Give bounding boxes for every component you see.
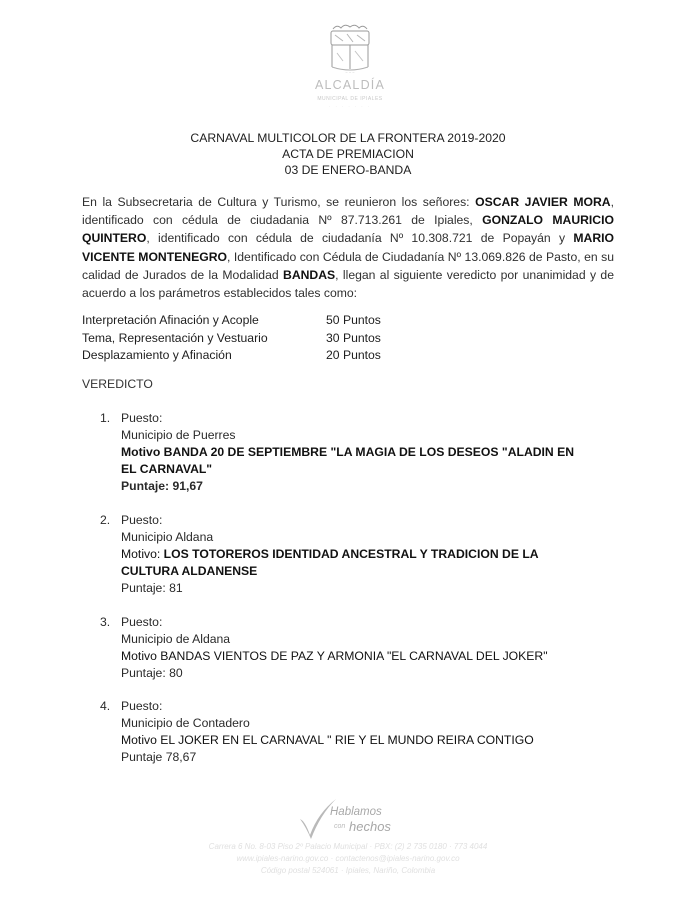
slogan-con: con: [334, 823, 346, 830]
intro-text: , Identificado con Cédula de Ciudadanía Nº 13.069.826 de Pasto, en su calidad de Jurados de la Modalidad: [82, 249, 614, 282]
title-event: CARNAVAL MULTICOLOR DE LA FRONTERA 2019-2020: [190, 131, 506, 145]
criteria-row: [82, 330, 412, 348]
intro-text: , identificado con cédula de ciudadania Nº 87.713.261 de Ipiales,: [82, 195, 614, 228]
result-puesto: Puesto:: [121, 411, 163, 425]
criteria-label: Interpretación Afinación y Acople: [82, 313, 259, 327]
criteria-list: [82, 312, 412, 365]
result-number: 3.: [100, 615, 111, 629]
result-municipio: Municipio de Aldana: [121, 632, 231, 646]
title-act: ACTA DE PREMIACION: [282, 147, 414, 161]
juror-name: MARIO VICENTE MONTENEGRO: [82, 231, 614, 264]
result-puesto: Puesto:: [121, 615, 163, 629]
result-puntaje: Puntaje: 91,67: [121, 479, 203, 493]
slogan-line-2: hechos: [349, 819, 391, 834]
institution-subtitle: MUNICIPAL DE IPIALES: [317, 96, 383, 102]
result-item: [100, 410, 590, 495]
result-item: [100, 698, 590, 766]
result-motivo: Motivo BANDAS VIENTOS DE PAZ Y ARMONIA "EL CARNAVAL DEL JOKER": [121, 649, 548, 663]
result-number: 4.: [100, 699, 111, 713]
institution-name: ALCALDÍA: [314, 78, 386, 92]
intro-text: , identificado con cédula de ciudadanía Nº 10.308.721 de Popayán y: [146, 231, 574, 246]
criteria-row: [82, 347, 412, 365]
footer-address: Carrera 6 No. 8-03 Piso 2º Palacio Municipal · PBX: (2) 2 735 0180 · 773 4044: [208, 842, 488, 851]
municipal-crest-icon: [323, 23, 377, 75]
result-puesto: Puesto:: [121, 699, 163, 713]
document-title: [0, 130, 696, 178]
result-puesto: Puesto:: [121, 513, 163, 527]
intro-text: En la Subsecretaria de Cultura y Turismo, se reunieron los señores:: [82, 195, 476, 209]
modality-name: BANDAS: [283, 267, 336, 282]
title-date: 03 DE ENERO-BANDA: [284, 163, 412, 177]
result-puntaje: Puntaje: 81: [121, 581, 183, 595]
juror-name: GONZALO MAURICIO QUINTERO: [82, 213, 614, 246]
footer-web: www.ipiales-narino.gov.co · contactenos@ipiales-narino.gov.co: [236, 854, 460, 863]
result-puntaje: Puntaje 78,67: [121, 750, 197, 764]
motivo-prefix: Motivo:: [121, 547, 164, 561]
svg-text:~ ~ ~: ~ ~ ~: [345, 70, 355, 75]
results-list: [100, 410, 590, 766]
result-puntaje: Puntaje: 80: [121, 666, 183, 680]
result-motivo: [121, 546, 590, 580]
result-motivo: Motivo EL JOKER EN EL CARNAVAL " RIE Y EL MUNDO REIRA CONTIGO: [121, 733, 534, 747]
result-motivo: Motivo BANDA 20 DE SEPTIEMBRE "LA MAGIA DE LOS DESEOS "ALADIN EN EL CARNAVAL": [121, 445, 575, 476]
veredicto-heading: VEREDICTO: [82, 377, 153, 391]
institution-tagline: · · · · · · ·: [329, 104, 371, 109]
result-municipio: Municipio Aldana: [121, 530, 214, 544]
intro-text: , llegan al siguiente veredicto por unanimidad y de acuerdo a los parámetros establecidos tales como:: [82, 267, 614, 301]
criteria-points: 30 Puntos: [326, 330, 381, 345]
result-municipio: Municipio de Puerres: [121, 428, 236, 442]
criteria-points: 20 Puntos: [326, 348, 381, 362]
criteria-points: 50 Puntos: [326, 313, 381, 327]
result-municipio: Municipio de Contadero: [121, 716, 250, 730]
juror-name: OSCAR JAVIER MORA: [475, 195, 611, 209]
intro-paragraph: [82, 193, 614, 302]
result-number: 1.: [100, 411, 111, 425]
result-item: [100, 614, 590, 682]
footer-postal: Código postal 524061 · Ipiales, Nariño, Colombia: [260, 866, 436, 875]
criteria-label: Desplazamiento y Afinación: [82, 348, 232, 362]
criteria-row: [82, 312, 412, 330]
result-item: [100, 512, 590, 597]
motivo-title: LOS TOTOREROS IDENTIDAD ANCESTRAL Y TRADICION DE LA CULTURA ALDANENSE: [121, 547, 539, 578]
slogan-line-1: Hablamos: [330, 806, 382, 818]
result-number: 2.: [100, 513, 111, 527]
criteria-label: Tema, Representación y Vestuario: [82, 330, 268, 345]
footer-contact: [170, 841, 526, 877]
